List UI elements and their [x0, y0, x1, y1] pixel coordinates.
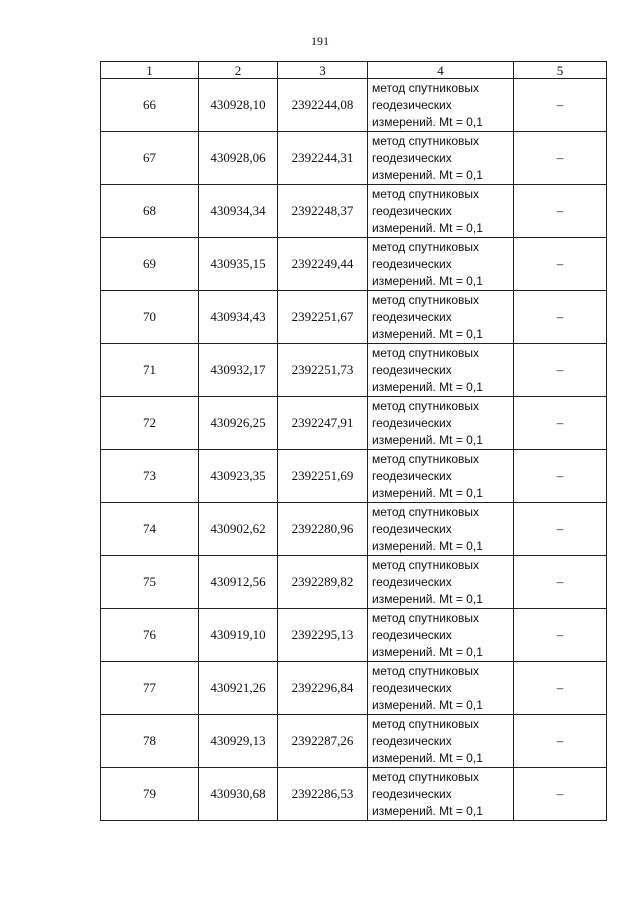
- method-description: [368, 715, 514, 768]
- coordinate-y: 2392248,37: [278, 185, 368, 238]
- method-line: метод спутниковых: [372, 716, 480, 731]
- table-row: [101, 556, 607, 609]
- note: –: [514, 344, 607, 397]
- point-number: 77: [101, 662, 199, 715]
- header-col-3: 3: [278, 62, 368, 79]
- note: –: [514, 238, 607, 291]
- table-row: [101, 132, 607, 185]
- table-row: [101, 609, 607, 662]
- note: –: [514, 556, 607, 609]
- method-line: измерений. Mt = 0,1: [372, 114, 483, 129]
- point-number: 71: [101, 344, 199, 397]
- method-description: [368, 503, 514, 556]
- method-line: измерений. Mt = 0,1: [372, 379, 483, 394]
- page-number: 191: [311, 34, 329, 48]
- method-line: геодезических: [372, 97, 452, 112]
- method-line: метод спутниковых: [372, 557, 480, 572]
- table-row: [101, 238, 607, 291]
- header-col-5: 5: [514, 62, 607, 79]
- method-line: измерений. Mt = 0,1: [372, 750, 483, 765]
- note: –: [514, 662, 607, 715]
- table-row: [101, 291, 607, 344]
- coordinates-table: [100, 61, 607, 821]
- method-line: измерений. Mt = 0,1: [372, 220, 483, 235]
- method-line: метод спутниковых: [372, 663, 480, 678]
- table-row: [101, 715, 607, 768]
- table-row: [101, 79, 607, 132]
- method-line: геодезических: [372, 362, 452, 377]
- coordinate-x: 430926,25: [199, 397, 278, 450]
- coordinate-x: 430928,06: [199, 132, 278, 185]
- table-row: [101, 185, 607, 238]
- method-line: метод спутниковых: [372, 504, 480, 519]
- note: –: [514, 715, 607, 768]
- coordinate-y: 2392280,96: [278, 503, 368, 556]
- coordinate-x: 430932,17: [199, 344, 278, 397]
- coordinate-y: 2392251,67: [278, 291, 368, 344]
- coordinate-x: 430921,26: [199, 662, 278, 715]
- coordinate-x: 430919,10: [199, 609, 278, 662]
- note: –: [514, 503, 607, 556]
- method-line: метод спутниковых: [372, 345, 480, 360]
- method-line: метод спутниковых: [372, 451, 480, 466]
- method-line: геодезических: [372, 680, 452, 695]
- method-line: измерений. Mt = 0,1: [372, 697, 483, 712]
- coordinate-x: 430935,15: [199, 238, 278, 291]
- method-description: [368, 768, 514, 821]
- method-line: метод спутниковых: [372, 239, 480, 254]
- table-row: [101, 344, 607, 397]
- method-description: [368, 609, 514, 662]
- note: –: [514, 185, 607, 238]
- coordinate-x: 430912,56: [199, 556, 278, 609]
- method-line: метод спутниковых: [372, 398, 480, 413]
- method-line: метод спутниковых: [372, 80, 480, 95]
- note: –: [514, 132, 607, 185]
- coordinate-y: 2392286,53: [278, 768, 368, 821]
- table-row: [101, 503, 607, 556]
- header-col-2: 2: [199, 62, 278, 79]
- method-line: геодезических: [372, 733, 452, 748]
- coordinate-x: 430934,34: [199, 185, 278, 238]
- coordinate-x: 430934,43: [199, 291, 278, 344]
- point-number: 67: [101, 132, 199, 185]
- header-col-4: 4: [368, 62, 514, 79]
- table-row: [101, 397, 607, 450]
- point-number: 72: [101, 397, 199, 450]
- method-line: геодезических: [372, 415, 452, 430]
- point-number: 78: [101, 715, 199, 768]
- method-line: метод спутниковых: [372, 610, 480, 625]
- method-description: [368, 79, 514, 132]
- method-line: геодезических: [372, 309, 452, 324]
- table-row: [101, 662, 607, 715]
- coordinate-x: 430928,10: [199, 79, 278, 132]
- method-line: метод спутниковых: [372, 133, 480, 148]
- method-line: геодезических: [372, 786, 452, 801]
- point-number: 69: [101, 238, 199, 291]
- method-line: геодезических: [372, 574, 452, 589]
- point-number: 75: [101, 556, 199, 609]
- coordinate-x: 430929,13: [199, 715, 278, 768]
- header-row: [101, 62, 607, 79]
- coordinate-x: 430930,68: [199, 768, 278, 821]
- method-line: метод спутниковых: [372, 769, 480, 784]
- point-number: 79: [101, 768, 199, 821]
- method-line: измерений. Mt = 0,1: [372, 485, 483, 500]
- method-line: геодезических: [372, 521, 452, 536]
- table-row: [101, 768, 607, 821]
- coordinate-y: 2392244,31: [278, 132, 368, 185]
- table-header: [101, 62, 607, 79]
- coordinate-y: 2392244,08: [278, 79, 368, 132]
- method-line: геодезических: [372, 468, 452, 483]
- coordinate-y: 2392247,91: [278, 397, 368, 450]
- coordinate-y: 2392251,73: [278, 344, 368, 397]
- point-number: 70: [101, 291, 199, 344]
- note: –: [514, 291, 607, 344]
- method-description: [368, 238, 514, 291]
- coordinate-y: 2392289,82: [278, 556, 368, 609]
- method-description: [368, 450, 514, 503]
- note: –: [514, 79, 607, 132]
- method-description: [368, 397, 514, 450]
- method-description: [368, 556, 514, 609]
- note: –: [514, 397, 607, 450]
- method-line: геодезических: [372, 150, 452, 165]
- method-line: измерений. Mt = 0,1: [372, 326, 483, 341]
- coordinate-y: 2392287,26: [278, 715, 368, 768]
- method-line: метод спутниковых: [372, 292, 480, 307]
- method-description: [368, 344, 514, 397]
- method-description: [368, 291, 514, 344]
- method-line: измерений. Mt = 0,1: [372, 273, 483, 288]
- point-number: 66: [101, 79, 199, 132]
- table-row: [101, 450, 607, 503]
- table-body: [101, 79, 607, 821]
- method-line: геодезических: [372, 627, 452, 642]
- method-line: геодезических: [372, 256, 452, 271]
- coordinate-y: 2392296,84: [278, 662, 368, 715]
- coordinate-x: 430923,35: [199, 450, 278, 503]
- coordinate-y: 2392249,44: [278, 238, 368, 291]
- point-number: 76: [101, 609, 199, 662]
- note: –: [514, 609, 607, 662]
- point-number: 73: [101, 450, 199, 503]
- method-description: [368, 132, 514, 185]
- header-col-1: 1: [101, 62, 199, 79]
- method-description: [368, 185, 514, 238]
- method-line: измерений. Mt = 0,1: [372, 167, 483, 182]
- note: –: [514, 768, 607, 821]
- method-line: измерений. Mt = 0,1: [372, 591, 483, 606]
- coordinate-x: 430902,62: [199, 503, 278, 556]
- note: –: [514, 450, 607, 503]
- method-line: геодезических: [372, 203, 452, 218]
- method-line: измерений. Mt = 0,1: [372, 644, 483, 659]
- method-line: измерений. Mt = 0,1: [372, 803, 483, 818]
- coordinate-y: 2392295,13: [278, 609, 368, 662]
- method-line: измерений. Mt = 0,1: [372, 432, 483, 447]
- method-line: измерений. Mt = 0,1: [372, 538, 483, 553]
- point-number: 68: [101, 185, 199, 238]
- method-line: метод спутниковых: [372, 186, 480, 201]
- method-description: [368, 662, 514, 715]
- coordinate-y: 2392251,69: [278, 450, 368, 503]
- point-number: 74: [101, 503, 199, 556]
